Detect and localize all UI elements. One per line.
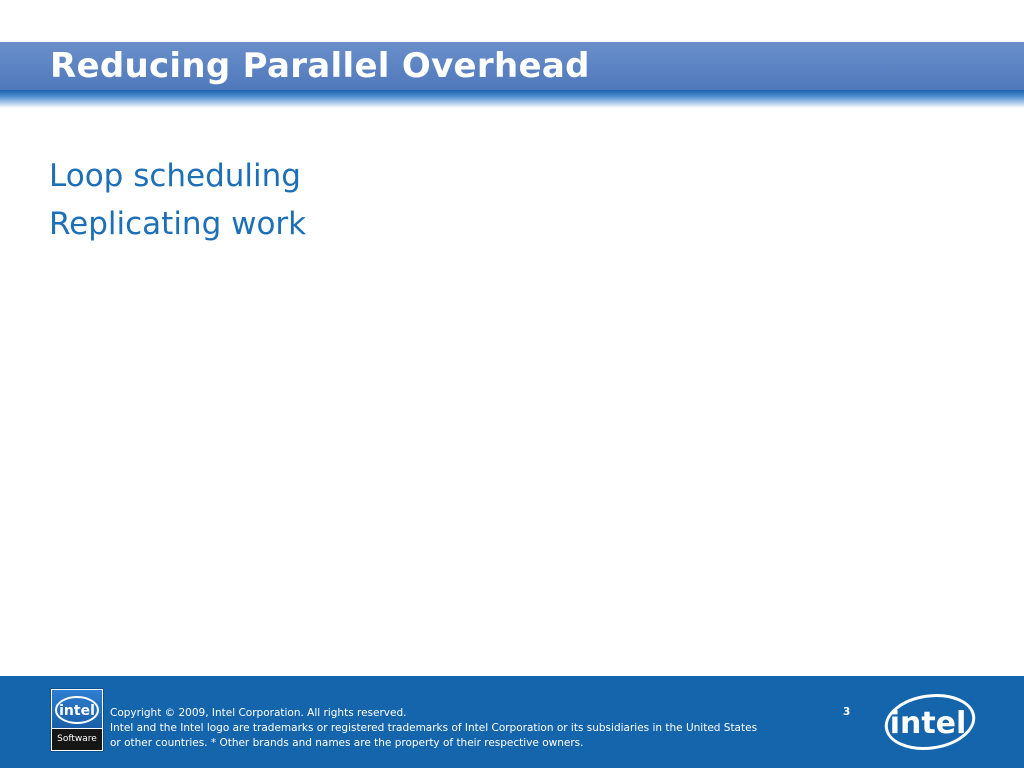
- copyright-text: [110, 706, 830, 751]
- intel-software-badge-top: [52, 690, 102, 728]
- bullet-list: [49, 152, 306, 248]
- copyright-line-3: or other countries. * Other brands and names are the property of their respective owners.: [110, 737, 584, 749]
- intel-small-logo-text: intel: [59, 703, 95, 719]
- intel-small-logo-icon: [52, 690, 102, 728]
- page-number: 3: [843, 706, 851, 718]
- footer: [0, 676, 1024, 768]
- software-label: Software: [52, 729, 102, 750]
- bullet-item-replicating-work: Replicating work: [49, 206, 307, 242]
- intel-logo-icon: [880, 688, 980, 754]
- copyright-line-2: Intel and the Intel logo are trademarks or registered trademarks of Intel Corporation or its subsidiaries in the United States: [110, 722, 758, 734]
- slide-title: Reducing Parallel Overhead: [50, 46, 590, 86]
- intel-logo-text: intel: [889, 706, 967, 741]
- copyright-line-1: Copyright © 2009, Intel Corporation. All rights reserved.: [110, 707, 407, 719]
- title-bar-fade: [0, 90, 1024, 108]
- bullet-item-loop-scheduling: Loop scheduling: [49, 158, 301, 194]
- intel-software-badge: [50, 688, 104, 752]
